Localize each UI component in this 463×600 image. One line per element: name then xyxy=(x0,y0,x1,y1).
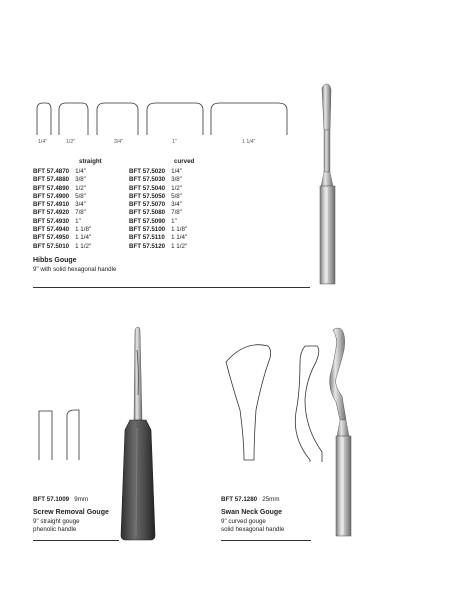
product-size: 1 1/8" xyxy=(171,226,188,234)
product-size: 3/4" xyxy=(171,201,182,209)
screw-removal-size: 9mm xyxy=(74,496,89,503)
profile-label: 1 1/4" xyxy=(242,139,256,145)
screw-removal-line1: 9" straight gouge xyxy=(33,518,80,525)
swan-neck-code-line xyxy=(221,496,280,504)
hibbs-title: Hibbs Gouge xyxy=(33,257,77,264)
product-size: 1/2" xyxy=(171,184,182,192)
curved-column-header: curved xyxy=(174,158,195,165)
screw-removal-code: BFT 57.1009 xyxy=(33,496,70,503)
product-code: BFT 57.5120 xyxy=(129,242,166,250)
product-size: 1/2" xyxy=(75,184,86,192)
product-code: BFT 57.5090 xyxy=(129,217,166,225)
product-code: BFT 57.4870 xyxy=(33,168,70,175)
product-size: 3/8" xyxy=(75,176,86,184)
profile-label: 1" xyxy=(172,139,177,145)
product-code: BFT 57.5070 xyxy=(129,201,166,209)
product-size: 5/8" xyxy=(75,192,86,200)
product-size: 7/8" xyxy=(75,209,86,217)
product-size: 7/8" xyxy=(171,209,182,217)
product-size: 1" xyxy=(75,217,81,225)
product-size: 1 1/4" xyxy=(75,234,92,242)
swan-neck-line2: solid hexagonal handle xyxy=(221,526,285,533)
product-code: BFT 57.4920 xyxy=(33,209,70,217)
swan-neck-code: BFT 57.1280 xyxy=(221,496,258,503)
product-size: 1/4" xyxy=(75,168,86,175)
swan-neck-size: 25mm xyxy=(262,496,280,503)
product-code: BFT 57.4880 xyxy=(33,176,70,184)
product-code: BFT 57.4900 xyxy=(33,192,70,200)
product-code: BFT 57.4890 xyxy=(33,184,70,192)
product-size: 1 1/2" xyxy=(171,242,188,250)
product-size: 1/4" xyxy=(171,168,182,175)
swan-neck-title: Swan Neck Gouge xyxy=(221,509,283,516)
product-code: BFT 57.5040 xyxy=(129,184,166,192)
hibbs-subtitle: 9" with solid hexagonal handle xyxy=(33,266,117,273)
screw-removal-title: Screw Removal Gouge xyxy=(33,509,109,516)
profile-label: 3/4" xyxy=(114,139,124,145)
profile-label: 1/2" xyxy=(66,139,76,145)
product-size: 1" xyxy=(171,217,177,225)
product-size: 1 1/8" xyxy=(75,226,92,234)
product-code: BFT 57.5030 xyxy=(129,176,166,184)
product-size: 1 1/4" xyxy=(171,234,188,242)
product-code: BFT 57.5100 xyxy=(129,226,166,234)
product-code: BFT 57.4950 xyxy=(33,234,70,242)
product-code: BFT 57.5020 xyxy=(129,168,166,175)
product-code: BFT 57.5110 xyxy=(129,234,165,242)
product-size: 3/8" xyxy=(171,176,182,184)
product-code: BFT 57.5010 xyxy=(33,242,70,250)
product-code: BFT 57.5080 xyxy=(129,209,166,217)
straight-column-header: straight xyxy=(79,158,102,165)
screw-removal-line2: phenolic handle xyxy=(33,526,77,533)
product-code: BFT 57.4940 xyxy=(33,226,70,234)
product-code: BFT 57.5050 xyxy=(129,192,166,200)
swan-neck-line1: 9" curved gouge xyxy=(221,518,266,525)
product-size: 3/4" xyxy=(75,201,86,209)
profile-label: 1/4" xyxy=(38,139,48,145)
product-code: BFT 57.4930 xyxy=(33,217,70,225)
product-size: 1 1/2" xyxy=(75,242,92,250)
product-size: 5/8" xyxy=(171,192,182,200)
swan-neck-divider xyxy=(221,540,311,541)
product-code: BFT 57.4910 xyxy=(33,201,70,209)
